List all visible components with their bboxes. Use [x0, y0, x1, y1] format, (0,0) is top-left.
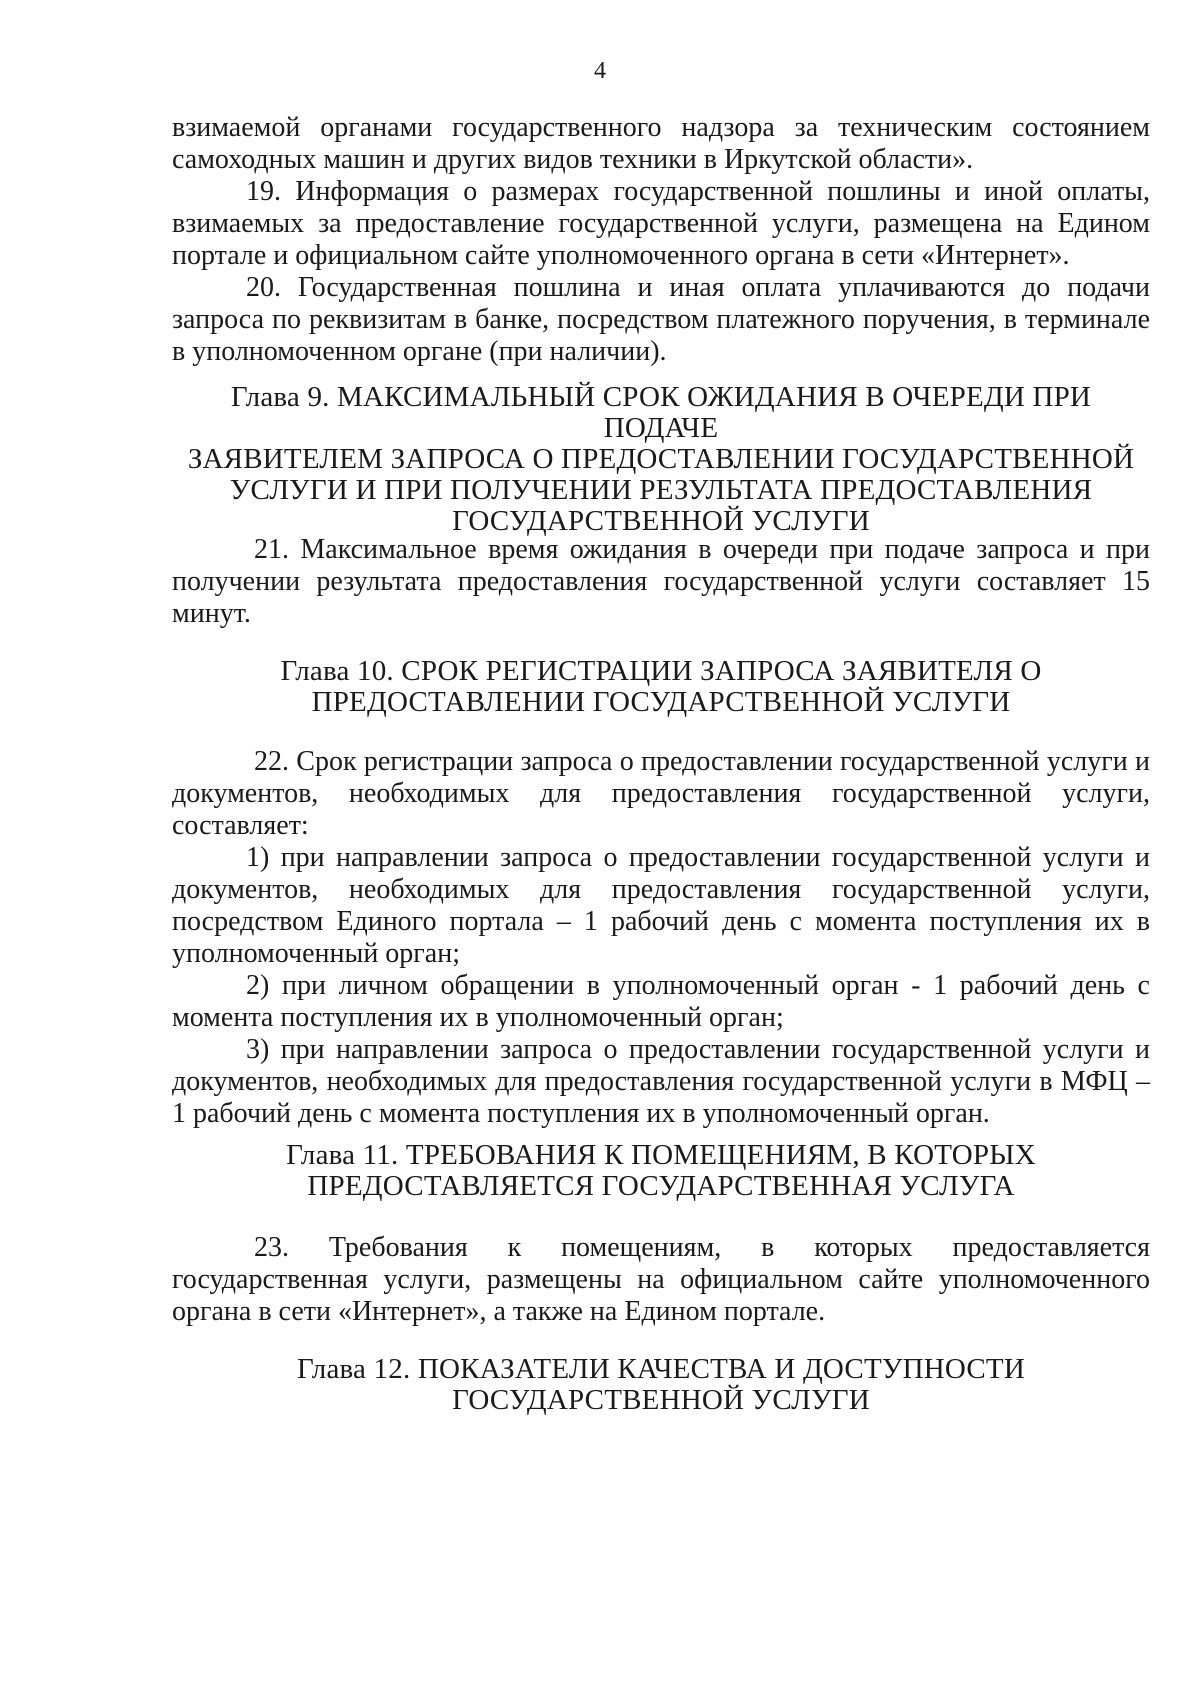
chapter-10-line-1: Глава 10. СРОК РЕГИСТРАЦИИ ЗАПРОСА ЗАЯВИТЕЛЯ О — [280, 655, 1042, 687]
chapter-9-heading — [172, 382, 1150, 537]
chapter-9-line-4: ГОСУДАРСТВЕННОЙ УСЛУГИ — [452, 505, 870, 537]
section-ch10 — [172, 746, 1150, 1130]
section-top — [172, 112, 1150, 368]
paragraph-20: 20. Государственная пошлина и иная оплата уплачиваются до подачи запроса по реквизитам в банке, посредством платежного поручения, в терминале в уполномоченном органе (при наличии). — [172, 272, 1150, 367]
chapter-12-line-1: Глава 12. ПОКАЗАТЕЛИ КАЧЕСТВА И ДОСТУПНОСТИ — [297, 1353, 1025, 1385]
continuation-paragraph: взимаемой органами государственного надзора за техническим состоянием самоходных машин и других видов техники в Иркутской области». — [172, 112, 1150, 175]
paragraph-19: 19. Информация о размерах государственной пошлины и иной оплаты, взимаемых за предоставление государственной услуги, размещена на Едином портале и официальном сайте уполномоченного органа в сети «Интернет». — [172, 176, 1150, 271]
chapter-9-line-2: ЗАЯВИТЕЛЕМ ЗАПРОСА О ПРЕДОСТАВЛЕНИИ ГОСУДАРСТВЕННОЙ — [187, 443, 1135, 475]
paragraph-22: 22. Срок регистрации запроса о предоставлении государственной услуги и документов, необходимых для предоставления государственной услуги, составляет: — [172, 746, 1150, 841]
section-ch11 — [172, 1232, 1150, 1328]
paragraph-22-item-2: 2) при личном обращении в уполномоченный орган - 1 рабочий день с момента поступления их в уполномоченный орган; — [172, 970, 1150, 1033]
page-number: 4 — [594, 58, 606, 84]
chapter-12-line-2: ГОСУДАРСТВЕННОЙ УСЛУГИ — [452, 1384, 870, 1416]
chapter-10-line-2: ПРЕДОСТАВЛЕНИИ ГОСУДАРСТВЕННОЙ УСЛУГИ — [311, 686, 1011, 718]
paragraph-22-item-1: 1) при направлении запроса о предоставлении государственной услуги и документов, необходимых для предоставления государственной услуги, посредством Единого портала – 1 рабочий день с момента поступления их в уполномоченный орган; — [172, 842, 1150, 969]
chapter-9-line-1: Глава 9. МАКСИМАЛЬНЫЙ СРОК ОЖИДАНИЯ В ОЧЕРЕДИ ПРИ ПОДАЧЕ — [230, 381, 1092, 444]
paragraph-23: 23. Требования к помещениям, в которых предоставляется государственная услуги, размещены на официальном сайте уполномоченного органа в сети «Интернет», а также на Едином портале. — [172, 1232, 1150, 1327]
chapter-12-heading — [172, 1354, 1150, 1416]
chapter-9-line-3: УСЛУГИ И ПРИ ПОЛУЧЕНИИ РЕЗУЛЬТАТА ПРЕДОСТАВЛЕНИЯ — [229, 474, 1093, 506]
section-ch9 — [172, 534, 1150, 630]
chapter-11-line-2: ПРЕДОСТАВЛЯЕТСЯ ГОСУДАРСТВЕННАЯ УСЛУГА — [307, 1170, 1015, 1202]
chapter-11-heading — [172, 1140, 1150, 1202]
paragraph-21: 21. Максимальное время ожидания в очереди при подаче запроса и при получении результата предоставления государственной услуги составляет 15 минут. — [172, 534, 1150, 629]
chapter-11-line-1: Глава 11. ТРЕБОВАНИЯ К ПОМЕЩЕНИЯМ, В КОТОРЫХ — [286, 1139, 1036, 1171]
paragraph-22-item-3: 3) при направлении запроса о предоставлении государственной услуги и документов, необходимых для предоставления государственной услуги в МФЦ – 1 рабочий день с момента поступления их в уполномоченный орган. — [172, 1034, 1150, 1129]
chapter-10-heading — [172, 656, 1150, 718]
